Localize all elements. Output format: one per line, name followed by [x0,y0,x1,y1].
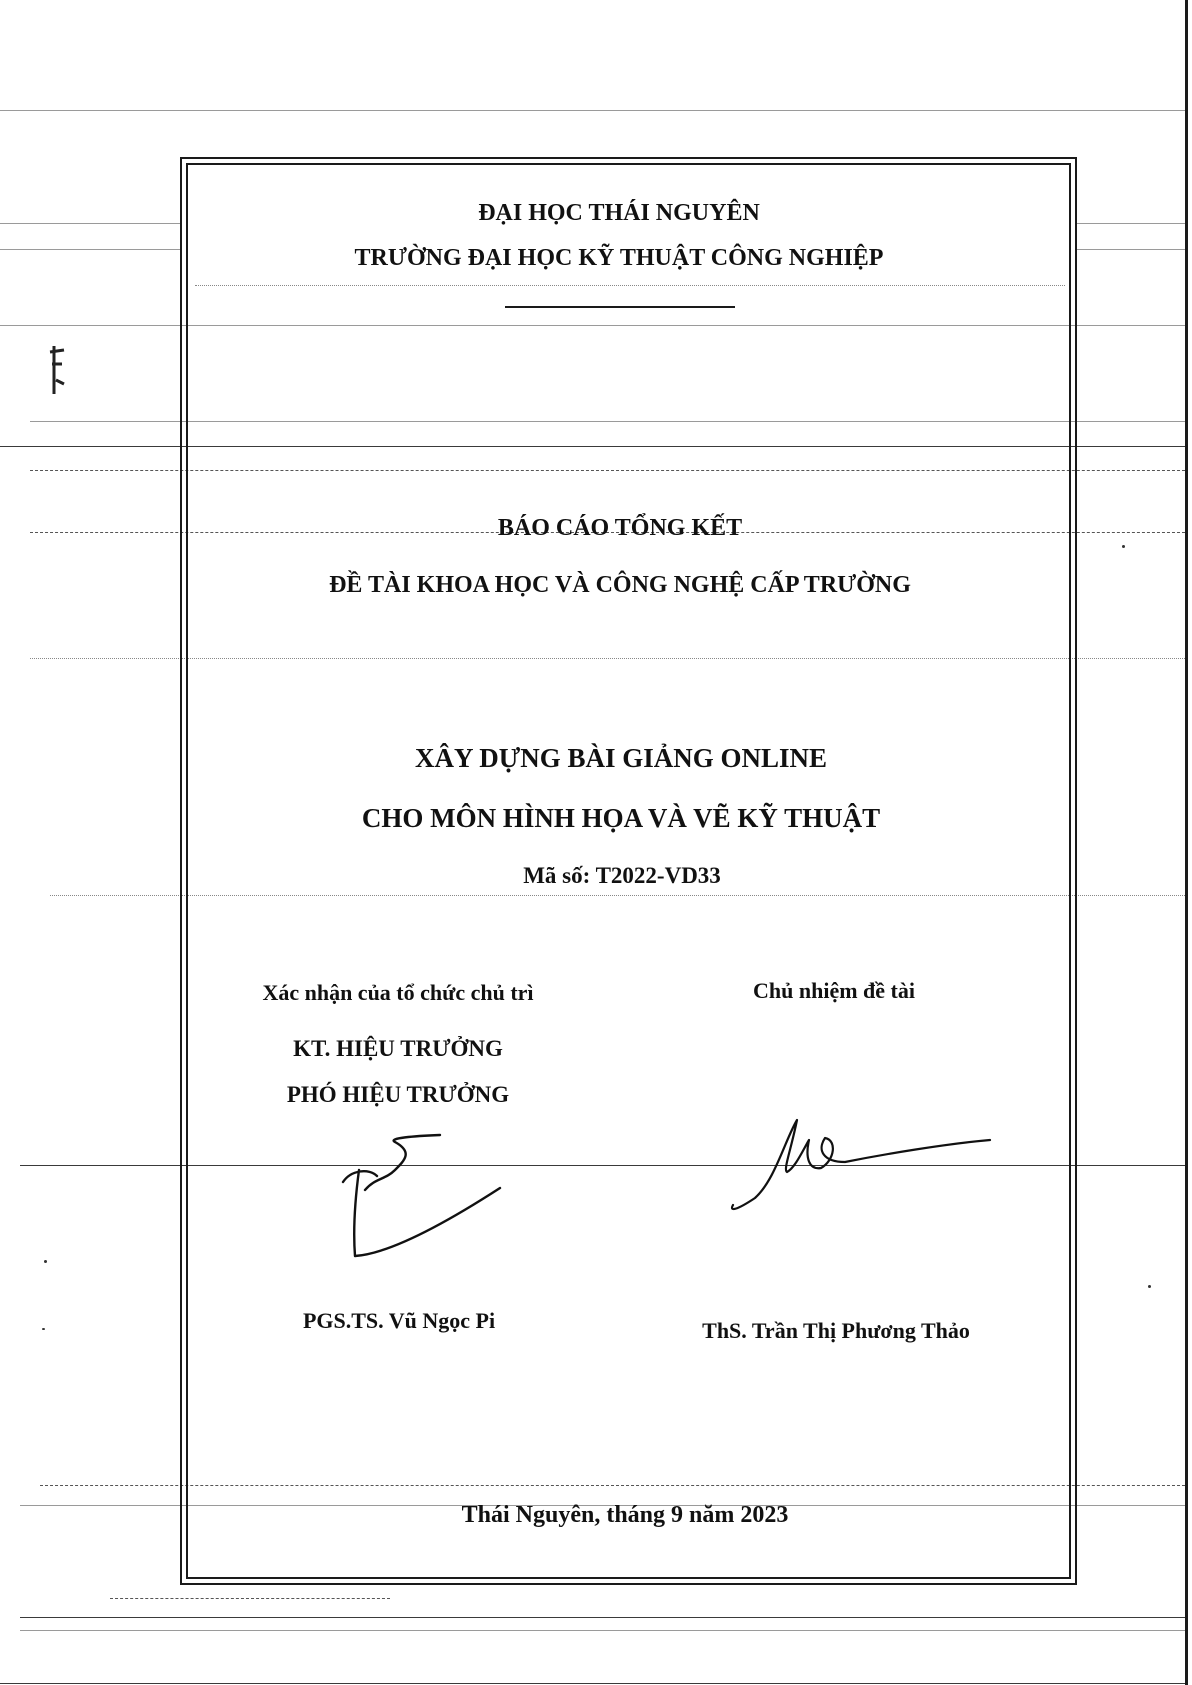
header-divider [505,306,735,308]
project-title-line1: XÂY DỰNG BÀI GIẢNG ONLINE [414,743,828,773]
university-name: ĐẠI HỌC THÁI NGUYÊN [478,200,760,226]
host-role-line1: KT. HIỆU TRƯỞNG [293,1036,503,1061]
scan-line [1077,249,1185,250]
host-confirmation-label: Xác nhận của tổ chức chủ trì [262,980,534,1005]
project-code: Mã số: T2022-VD33 [523,863,721,888]
project-leader-name: ThS. Trần Thị Phương Thảo [702,1318,970,1343]
host-signature [335,1130,510,1265]
school-name: TRƯỜNG ĐẠI HỌC KỸ THUẬT CÔNG NGHIỆP [354,245,884,271]
scan-line [0,223,180,224]
scan-line [20,1630,1185,1631]
host-role-line2: PHÓ HIỆU TRƯỞNG [286,1082,510,1107]
host-signatory-name: PGS.TS. Vũ Ngọc Pi [302,1308,496,1333]
scan-speck [42,1328,45,1330]
scan-line [1077,223,1185,224]
project-leader-signature [725,1110,995,1215]
scan-line [110,1598,390,1599]
scan-line [20,1617,1185,1618]
scan-line [0,110,1185,111]
project-leader-label: Chủ nhiệm đề tài [753,978,915,1003]
report-type: BÁO CÁO TỔNG KẾT [497,515,743,541]
place-and-date: Thái Nguyên, tháng 9 năm 2023 [461,1502,789,1528]
project-level: ĐỀ TÀI KHOA HỌC VÀ CÔNG NGHỆ CẤP TRƯỜNG [329,572,911,598]
scan-line [0,249,180,250]
project-title-line2: CHO MÔN HÌNH HỌA VÀ VẼ KỸ THUẬT [361,803,881,833]
scan-edge [1185,0,1188,1685]
margin-mark [48,340,78,400]
scan-speck [1148,1285,1151,1288]
scan-speck [44,1260,47,1263]
scan-speck [1122,545,1125,548]
scan-line [0,1683,1185,1684]
